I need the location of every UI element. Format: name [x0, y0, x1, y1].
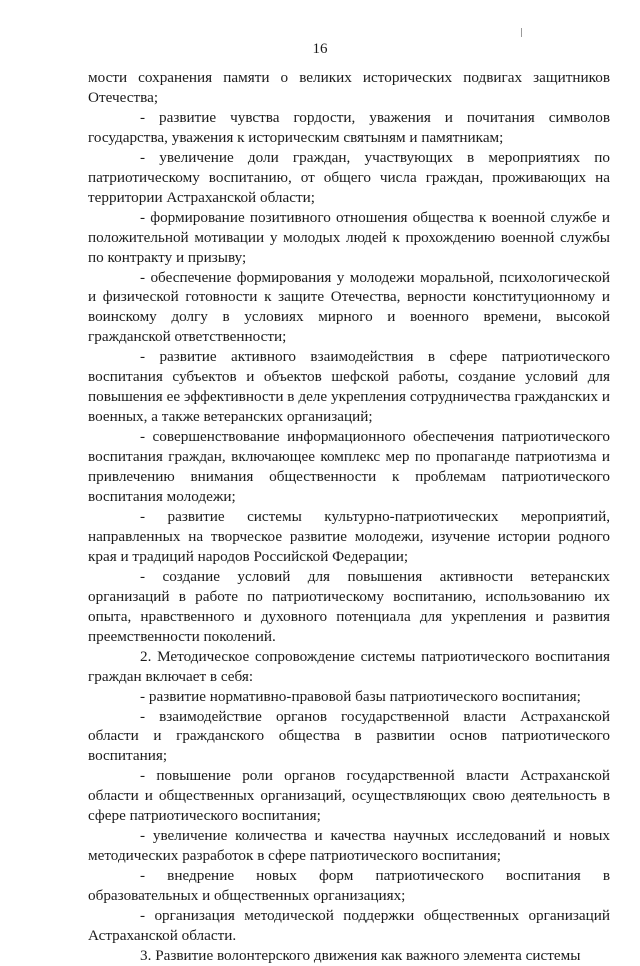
page-number: 16: [312, 41, 328, 57]
paragraph: - развитие активного взаимодействия в сфере патриотического воспитания субъектов и объектов шефской работы, создание условий для повышения ее эффективности в деле укрепления сотрудничества гражданских и военных, а также ветеранских организаций;: [88, 348, 610, 426]
scan-mark: [521, 28, 522, 37]
paragraph: - развитие нормативно-правовой базы патриотического воспитания;: [140, 687, 581, 705]
paragraph: - увеличение количества и качества научных исследований и новых методических разработок в сфере патриотического воспитания;: [88, 827, 610, 865]
document-body: [88, 68, 610, 966]
paragraph: - создание условий для повышения активности ветеранских организаций в работе по патриотическому воспитанию, использованию их опыта, нравственного и духовного потенциала для укрепления и развития преемственности поколений.: [88, 567, 610, 645]
paragraph: - развитие системы культурно-патриотических мероприятий, направленных на творческое развитие молодежи, изучение истории родного края и традиций народов Российской Федерации;: [88, 507, 610, 565]
paragraph: - увеличение доли граждан, участвующих в мероприятиях по патриотическому воспитанию, от общего числа граждан, проживающих на территории Астраханской области;: [88, 148, 610, 206]
paragraph: - взаимодействие органов государственной власти Астраханской области и гражданского общества в развитии основ патриотического воспитания;: [88, 707, 610, 765]
paragraph: - совершенствование информационного обеспечения патриотического воспитания граждан, включающее комплекс мер по пропаганде патриотизма и привлечению внимания общественности к проблемам патриотического воспитания молодежи;: [88, 428, 610, 506]
paragraph: - повышение роли органов государственной власти Астраханской области и общественных организаций, осуществляющих свою деятельность в сфере патриотического воспитания;: [88, 767, 610, 825]
paragraph: 2. Методическое сопровождение системы патриотического воспитания граждан включает в себя:: [88, 647, 610, 685]
paragraph: мости сохранения памяти о великих исторических подвигах защитников Отечества;: [88, 69, 610, 106]
paragraph: - обеспечение формирования у молодежи моральной, психологической и физической готовности к защите Отечества, верности конституционному и воинскому долгу в условиях мирного и военного времени, высокой гражданской ответственности;: [88, 268, 610, 346]
paragraph: - развитие чувства гордости, уважения и почитания символов государства, уважения к историческим святыням и памятникам;: [88, 108, 610, 146]
paragraph: - формирование позитивного отношения общества к военной службе и положительной мотивации у молодых людей к прохождению военной службы по контракту и призыву;: [88, 208, 610, 266]
paragraph: - внедрение новых форм патриотического воспитания в образовательных и общественных организациях;: [88, 867, 610, 905]
paragraph: 3. Развитие волонтерского движения как важного элемента системы: [140, 946, 581, 964]
paragraph: - организация методической поддержки общественных организаций Астраханской области.: [88, 907, 610, 944]
